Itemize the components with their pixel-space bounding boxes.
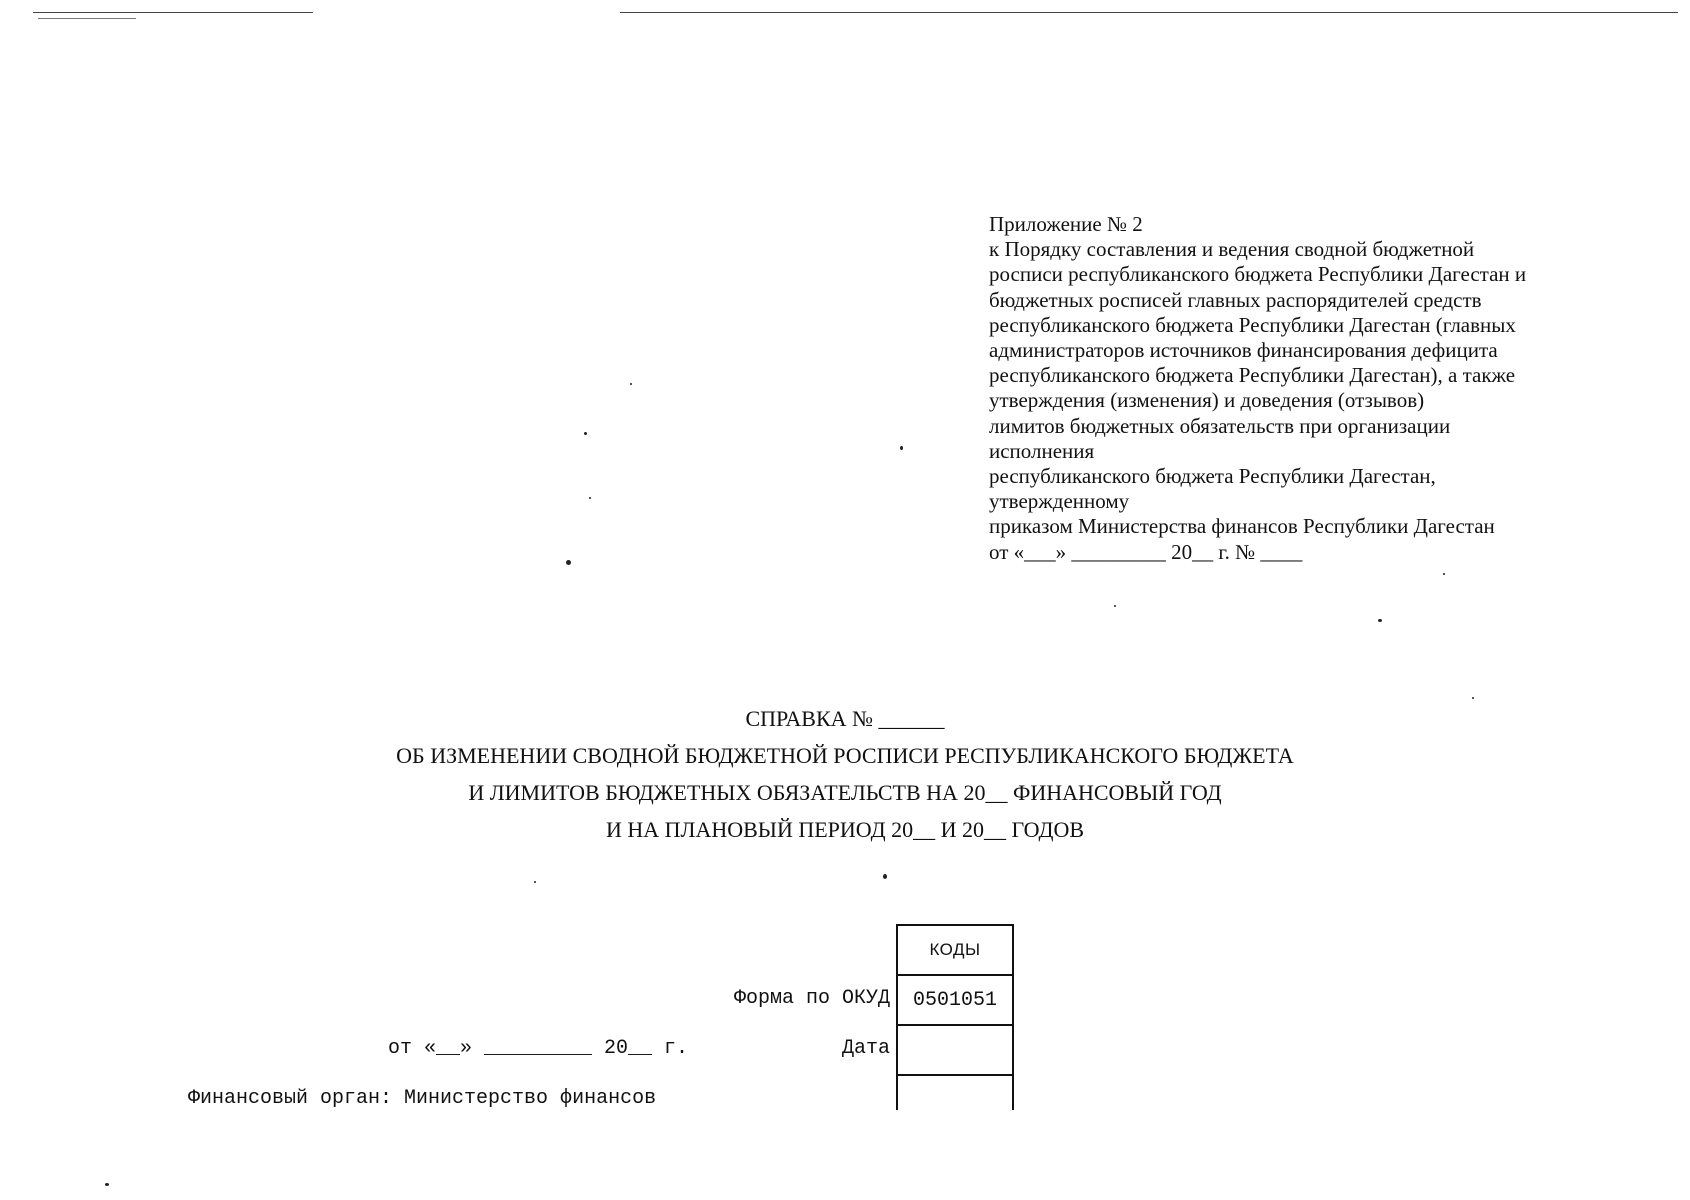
financial-organ-line: Финансовый орган: Министерство финансов: [188, 1087, 657, 1110]
scan-speck: [534, 881, 536, 883]
title-line: И ЛИМИТОВ БЮДЖЕТНЫХ ОБЯЗАТЕЛЬСТВ НА 20__ ФИНАНСОВЫЙ ГОД: [468, 780, 1222, 805]
scan-edge-line: [38, 18, 136, 19]
appendix-line: утверждения (изменения) и доведения (отзывов): [989, 388, 1425, 413]
scan-speck: [1114, 605, 1116, 607]
appendix-line: исполнения: [989, 438, 1095, 463]
okud-code-cell: [898, 976, 1012, 1026]
appendix-line: росписи республиканского бюджета Республики Дагестан и: [989, 262, 1527, 287]
appendix-note: [989, 212, 1629, 565]
scan-speck: [883, 874, 887, 879]
title-line: ОБ ИЗМЕНЕНИИ СВОДНОЙ БЮДЖЕТНОЙ РОСПИСИ РЕСПУБЛИКАНСКОГО БЮДЖЕТА: [396, 743, 1294, 768]
codes-header: КОДЫ: [929, 940, 981, 959]
scan-speck: [900, 446, 903, 450]
title-line: СПРАВКА № ______: [745, 706, 945, 731]
codes-table: [896, 924, 1014, 1110]
scan-edge-line: [33, 12, 313, 13]
appendix-line: республиканского бюджета Республики Дагестан), а также: [989, 363, 1516, 388]
scan-speck: [630, 383, 632, 385]
appendix-line: администраторов источников финансирования дефицита: [989, 338, 1498, 363]
scan-speck: [566, 560, 571, 565]
appendix-line: приказом Министерства финансов Республики Дагестан: [989, 514, 1495, 539]
organ-code-cell: [898, 1076, 1012, 1112]
appendix-line: республиканского бюджета Республики Дагестан,: [989, 464, 1436, 489]
scan-speck: [1443, 573, 1445, 575]
scan-speck: [105, 1183, 109, 1186]
scan-speck: [1378, 619, 1382, 622]
from-date-line: от «__» _________ 20__ г.: [388, 1037, 689, 1060]
appendix-line: бюджетных росписей главных распорядителей средств: [989, 287, 1482, 312]
okud-code: 0501051: [912, 988, 997, 1012]
date-label: Дата: [841, 1037, 890, 1060]
appendix-line: от «___» _________ 20__ г. № ____: [989, 539, 1303, 564]
appendix-line: республиканского бюджета Республики Дагестан (главных: [989, 312, 1516, 337]
appendix-line: Приложение № 2: [989, 212, 1143, 236]
date-code-cell: [898, 1026, 1012, 1076]
scan-speck: [589, 497, 591, 499]
okud-label: Форма по ОКУД: [733, 987, 890, 1010]
document-title: [0, 700, 1690, 848]
title-line: И НА ПЛАНОВЫЙ ПЕРИОД 20__ И 20__ ГОДОВ: [605, 817, 1085, 842]
codes-header-cell: [898, 926, 1012, 976]
scan-speck: [1472, 697, 1474, 699]
appendix-line: лимитов бюджетных обязательств при организации: [989, 413, 1451, 438]
appendix-line: к Порядку составления и ведения сводной бюджетной: [989, 237, 1475, 262]
scan-edge-line: [620, 12, 1678, 13]
appendix-line: утвержденному: [989, 489, 1130, 514]
scan-speck: [584, 432, 587, 435]
